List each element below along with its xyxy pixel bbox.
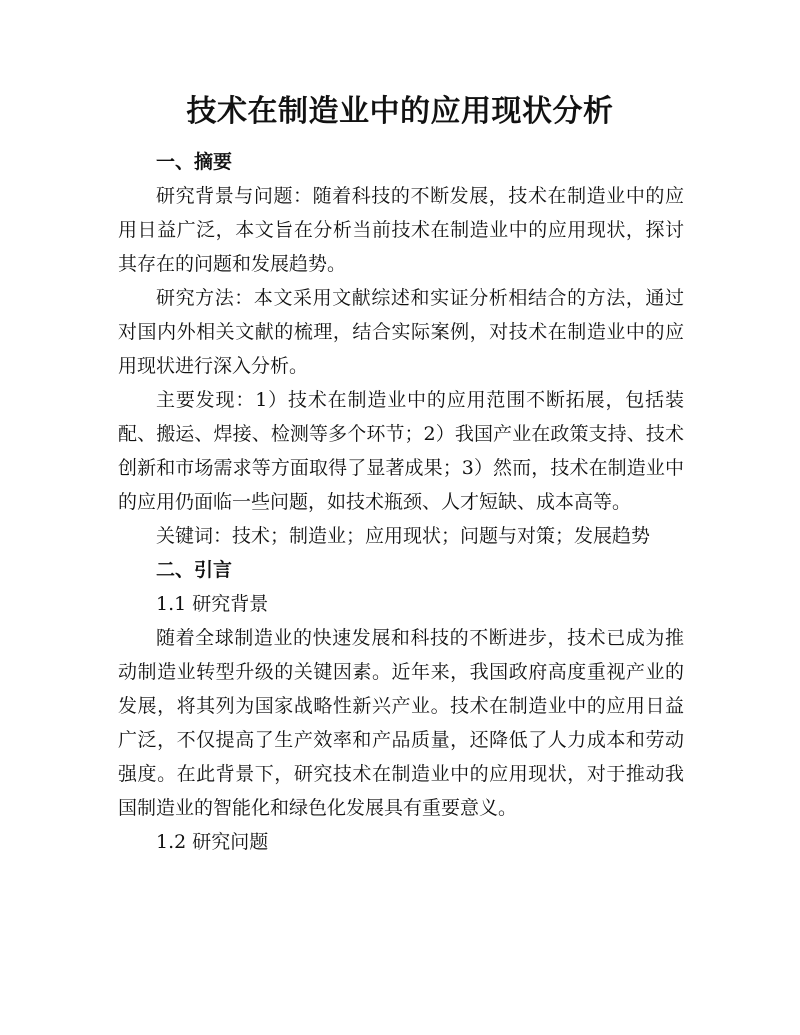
introduction-heading: 二、引言 [156,559,233,581]
research-background-heading: 1.1 研究背景 [156,593,269,615]
research-background-paragraph: 随着全球制造业的快速发展和科技的不断进步，技术已成为推动制造业转型升级的关键因素。近年来，我国政府高度重视产业的发展，将其列为国家战略性新兴产业。技术在制造业中的应用日益广泛，不仅提高了生产效率和产品质量，还降低了人力成本和劳动强度。在此背景下，研究技术在制造业中的应用现状，对于推动我国制造业的智能化和绿色化发展具有重要意义。 [118,627,684,819]
keywords-line: 关键词：技术；制造业；应用现状；问题与对策；发展趋势 [156,525,651,547]
research-problem-heading: 1.2 研究问题 [156,831,269,853]
document-body [118,145,684,859]
abstract-method-paragraph: 研究方法：本文采用文献综述和实证分析相结合的方法，通过对国内外相关文献的梳理，结合实际案例，对技术在制造业中的应用现状进行深入分析。 [118,287,684,377]
document-title: 技术在制造业中的应用现状分析 [186,94,614,129]
abstract-background-paragraph: 研究背景与问题：随着科技的不断发展，技术在制造业中的应用日益广泛，本文旨在分析当前技术在制造业中的应用现状，探讨其存在的问题和发展趋势。 [118,185,684,275]
abstract-heading: 一、摘要 [156,151,233,173]
abstract-findings-paragraph: 主要发现：1）技术在制造业中的应用范围不断拓展，包括装配、搬运、焊接、检测等多个环节；2）我国产业在政策支持、技术创新和市场需求等方面取得了显著成果；3）然而，技术在制造业中的应用仍面临一些问题，如技术瓶颈、人才短缺、成本高等。 [118,389,684,513]
